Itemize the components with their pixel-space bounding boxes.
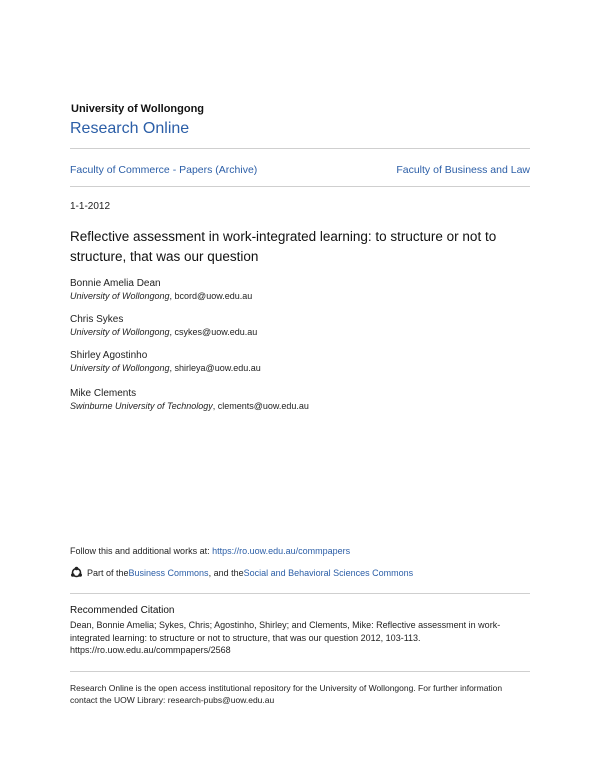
publication-date: 1-1-2012 — [70, 201, 111, 212]
author-affiliation: University of Wollongong — [70, 363, 170, 373]
network-commons-icon — [70, 566, 83, 579]
author-entry — [70, 387, 309, 413]
part-of-prefix: Part of the — [87, 567, 129, 578]
author-name: Bonnie Amelia Dean — [70, 278, 161, 289]
author-entry — [70, 349, 261, 375]
citation-body — [70, 619, 532, 657]
footer-line: contact the UOW Library: research-pubs@uow.edu.au — [70, 694, 275, 705]
author-name: Shirley Agostinho — [70, 350, 148, 361]
paper-title: Reflective assessment in work-integrated learning: to structure or not to structure, that was our question — [70, 229, 497, 264]
author-name: Chris Sykes — [70, 314, 124, 325]
citation-divider — [70, 593, 530, 594]
author-entry — [70, 313, 257, 339]
citation-line: Dean, Bonnie Amelia; Sykes, Chris; Agostinho, Shirley; and Clements, Mike: Reflective assessment in work- — [70, 620, 501, 630]
social-behavioral-commons-link[interactable]: Social and Behavioral Sciences Commons — [243, 567, 414, 578]
citation-heading: Recommended Citation — [70, 605, 175, 616]
follow-text: Follow this and additional works at: — [70, 546, 213, 556]
middle-divider — [70, 186, 530, 187]
author-email: , bcord@uow.edu.au — [169, 291, 253, 301]
author-email: , clements@uow.edu.au — [212, 401, 309, 411]
follow-line — [70, 546, 350, 556]
author-name: Mike Clements — [70, 388, 137, 399]
footer-text — [70, 683, 532, 706]
commpapers-link[interactable]: https://ro.uow.edu.au/commpapers — [212, 546, 351, 556]
author-affiliation: University of Wollongong — [70, 291, 170, 301]
institution-name: University of Wollongong — [71, 103, 205, 115]
collection-link-commerce[interactable]: Faculty of Commerce - Papers (Archive) — [70, 164, 258, 176]
business-commons-link[interactable]: Business Commons — [128, 567, 209, 578]
part-of-line — [70, 566, 413, 579]
author-entry — [70, 277, 252, 303]
research-online-link[interactable]: Research Online — [70, 120, 190, 137]
footer-divider — [70, 671, 530, 672]
collection-link-business-law[interactable]: Faculty of Business and Law — [396, 164, 530, 176]
author-affiliation: University of Wollongong — [70, 327, 170, 337]
author-affiliation: Swinburne University of Technology — [70, 401, 213, 411]
citation-url: https://ro.uow.edu.au/commpapers/2568 — [70, 645, 231, 655]
top-divider — [70, 148, 530, 149]
author-email: , shirleya@uow.edu.au — [169, 363, 261, 373]
footer-line: Research Online is the open access institutional repository for the University of Wollongong. For further information — [70, 683, 503, 693]
citation-line: integrated learning: to structure or not to structure, that was our question 2012, 103-113. — [70, 632, 421, 643]
author-email: , csykes@uow.edu.au — [169, 327, 258, 337]
part-of-middle: , and the — [208, 567, 244, 578]
